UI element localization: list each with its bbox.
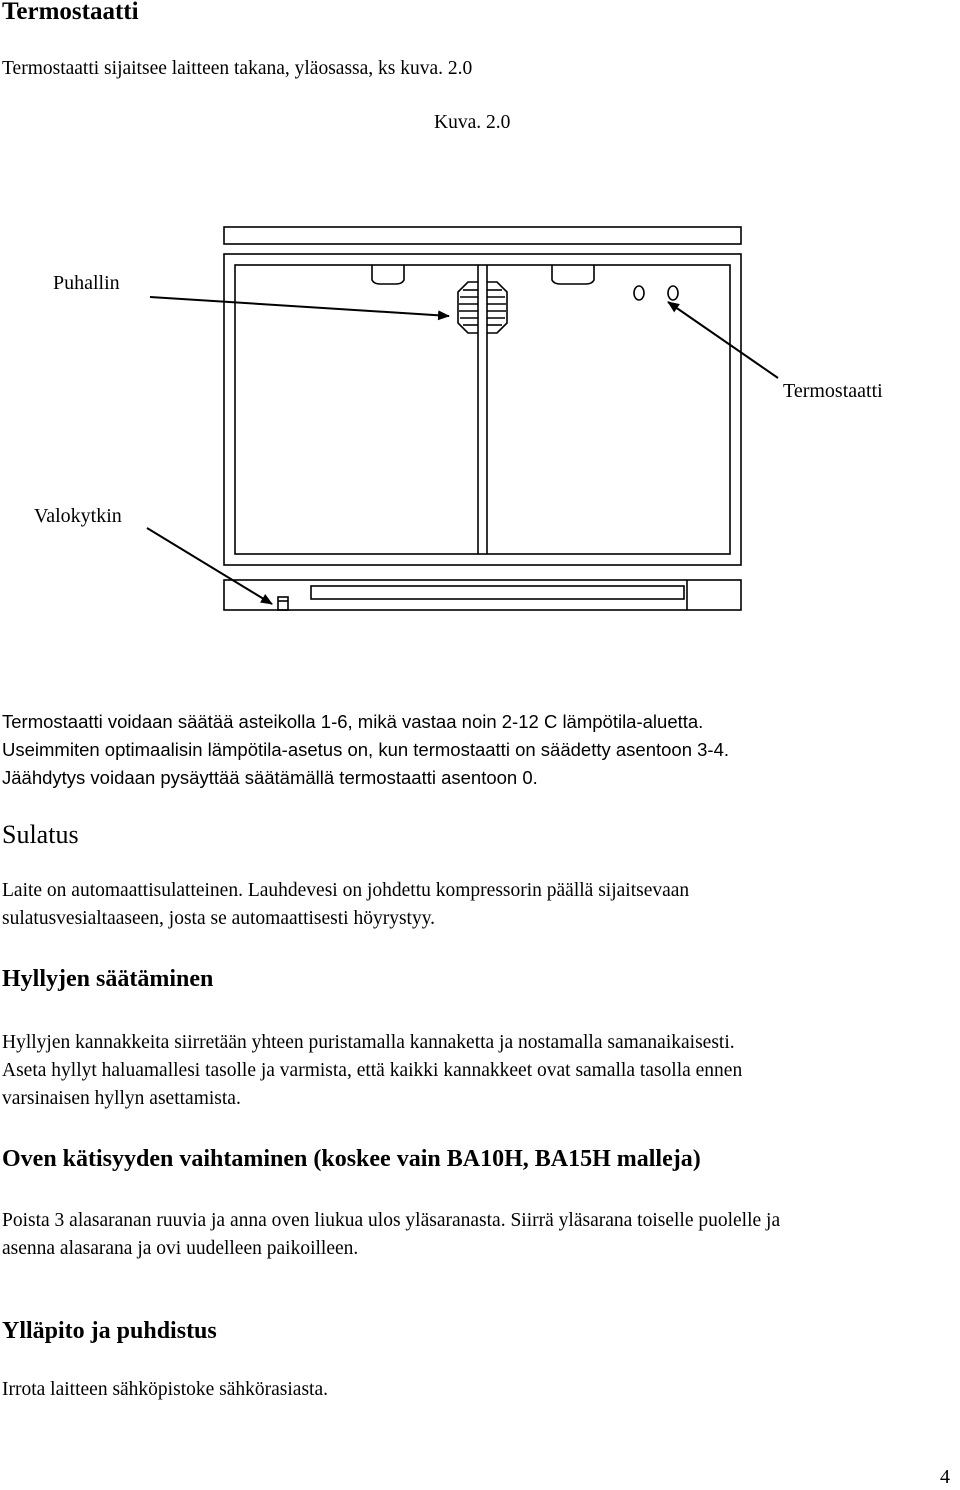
label-light-switch: Valokytkin [34, 505, 122, 527]
top-panel [224, 227, 741, 244]
thermostat-adjust-line-1: Termostaatti voidaan säätää asteikolla 1-6, mikä vastaa noin 2-12 C lämpötila-aluetta. [2, 711, 704, 732]
arrow-fan [150, 297, 449, 316]
thermostat-knob-right [668, 286, 678, 300]
figure-caption: Kuva. 2.0 [434, 112, 511, 133]
thermostat-adjust-line-3: Jäähdytys voidaan pysäyttää säätämällä termostaatti asentoon 0. [2, 767, 538, 788]
shelves-line-2: Aseta hyllyt haluamallesi tasolle ja varmista, että kaikki kannakkeet ovat samalla tasolla ennen [2, 1060, 743, 1081]
thermostat-adjust-line-2: Useimmiten optimaalisin lämpötila-asetus on, kun termostaatti on säädetty asentoon 3-4. [2, 739, 730, 760]
door-line-2: asenna alasarana ja ovi uudelleen paikoilleen. [2, 1238, 359, 1259]
light-switch [278, 597, 288, 610]
page-number: 4 [940, 1466, 950, 1488]
arrow-thermostat [668, 302, 778, 378]
heading-defrost: Sulatus [2, 820, 79, 849]
bottom-vent [311, 586, 684, 599]
heading-door: Oven kätisyyden vaihtaminen (koskee vain BA10H, BA15H malleja) [2, 1146, 701, 1172]
heading-maintenance: Ylläpito ja puhdistus [2, 1318, 217, 1344]
defrost-line-1: Laite on automaattisulatteinen. Lauhdevesi on johdettu kompressorin päällä sijaitsevaan [2, 880, 690, 901]
shelves-line-1: Hyllyjen kannakkeita siirretään yhteen puristamalla kannaketta ja nostamalla samanaikaisesti. [2, 1032, 735, 1053]
heading-thermostat: Termostaatti [2, 0, 139, 25]
door-line-1: Poista 3 alasaranan ruuvia ja anna oven liukua ulos yläsaranasta. Siirrä yläsarana toiselle puolelle ja [2, 1210, 781, 1231]
label-thermostat: Termostaatti [783, 380, 883, 402]
arrow-light-switch [147, 528, 272, 604]
shelves-line-3: varsinaisen hyllyn asettamista. [2, 1088, 241, 1109]
thermostat-knob-left [634, 286, 644, 300]
cabinet-inner [235, 265, 730, 554]
thermostat-location-text: Termostaatti sijaitsee laitteen takana, yläosassa, ks kuva. 2.0 [2, 58, 473, 79]
cabinet-outer [224, 254, 741, 565]
heading-shelves: Hyllyjen säätäminen [2, 966, 214, 992]
bottom-panel [224, 580, 741, 610]
refrigerator-diagram [0, 210, 960, 630]
label-fan: Puhallin [53, 272, 120, 294]
defrost-line-2: sulatusvesialtaaseen, josta se automaattisesti höyrystyy. [2, 908, 436, 929]
maintenance-line-1: Irrota laitteen sähköpistoke sähkörasiasta. [2, 1379, 328, 1400]
